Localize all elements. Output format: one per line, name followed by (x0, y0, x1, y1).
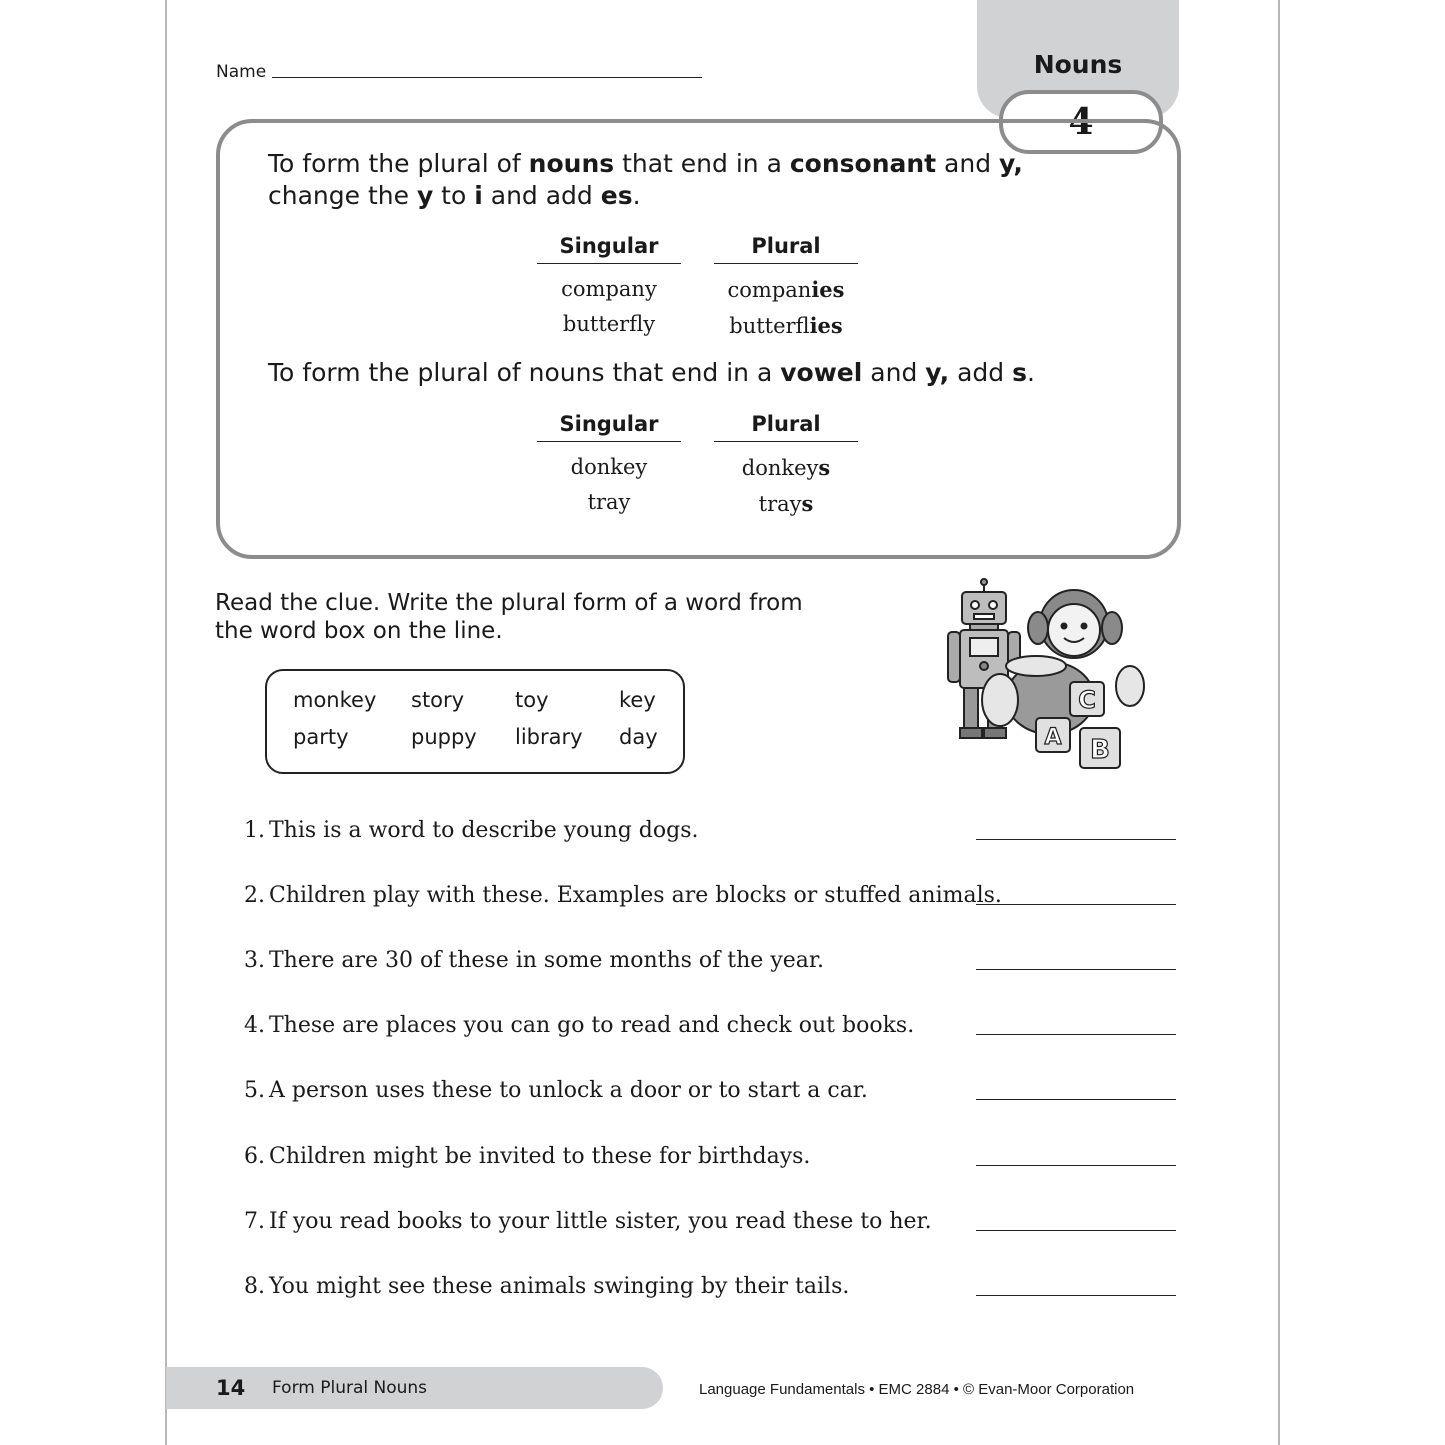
word-box-item: key (619, 688, 656, 712)
plural-word: trays (758, 491, 814, 516)
table2-plural-column (714, 412, 858, 522)
rule-vowel-y: To form the plural of nouns that end in a vowel and y, add s. (268, 358, 1035, 387)
name-field-line[interactable] (272, 77, 702, 78)
word-box-item: party (293, 725, 349, 749)
question-item: 8. You might see these animals swinging by their tails. (244, 1274, 850, 1299)
singular-word: donkey (570, 455, 648, 479)
question-item: 2. Children play with these. Examples are blocks or stuffed animals. (244, 883, 1002, 908)
rule-consonant-y: To form the plural of nouns that end in a consonant and y, change the y to i and add es. (268, 149, 1023, 210)
page-edge-left (165, 0, 167, 1445)
block-letter: A (1044, 725, 1062, 750)
word-box-item: story (411, 688, 465, 712)
page-edge-right (1278, 0, 1280, 1445)
toys-illustration (940, 578, 1155, 778)
plural-word: butterflies (729, 313, 843, 338)
table2-singular-column (537, 412, 681, 520)
singular-word: butterfly (562, 312, 656, 336)
block-letter: B (1090, 735, 1110, 765)
table1-plural-column (714, 234, 858, 344)
singular-word: tray (587, 490, 631, 514)
column-header: Singular (537, 412, 681, 442)
lesson-number: 4 (999, 90, 1163, 154)
table1-singular-column (537, 234, 681, 342)
question-item: 4. These are places you can go to read and check out books. (244, 1013, 915, 1038)
answer-line[interactable] (976, 839, 1176, 840)
page-number: 14 (216, 1376, 246, 1400)
question-item: 7. If you read books to your little sister, you read these to her. (244, 1209, 932, 1234)
answer-line[interactable] (976, 1099, 1176, 1100)
answer-line[interactable] (976, 1034, 1176, 1035)
question-item: 1. This is a word to describe young dogs. (244, 818, 699, 843)
answer-line[interactable] (976, 1230, 1176, 1231)
name-label: Name (216, 62, 267, 82)
section-title: Nouns (1033, 50, 1123, 79)
word-box-item: toy (515, 688, 549, 712)
answer-line[interactable] (976, 1295, 1176, 1296)
word-box (265, 669, 685, 774)
word-box-item: library (515, 725, 583, 749)
column-header: Plural (714, 234, 858, 264)
question-item: 5. A person uses these to unlock a door or to start a car. (244, 1078, 868, 1103)
singular-word: company (561, 277, 657, 301)
instructions: Read the clue. Write the plural form of a word from the word box on the line. (215, 590, 803, 644)
block-letter: C (1078, 686, 1096, 714)
footer-credit: Language Fundamentals • EMC 2884 • © Evan-Moor Corporation (699, 1381, 1135, 1398)
plural-word: companies (727, 277, 845, 302)
question-item: 6. Children might be invited to these for birthdays. (244, 1144, 811, 1169)
column-header: Plural (714, 412, 858, 442)
plural-word: donkeys (741, 455, 831, 480)
question-item: 3. There are 30 of these in some months of the year. (244, 948, 824, 973)
answer-line[interactable] (976, 904, 1176, 905)
answer-line[interactable] (976, 1165, 1176, 1166)
answer-line[interactable] (976, 969, 1176, 970)
word-box-item: monkey (293, 688, 377, 712)
column-header: Singular (537, 234, 681, 264)
footer-lesson-title: Form Plural Nouns (272, 1378, 428, 1398)
word-box-item: puppy (411, 725, 477, 749)
word-box-item: day (619, 725, 658, 749)
